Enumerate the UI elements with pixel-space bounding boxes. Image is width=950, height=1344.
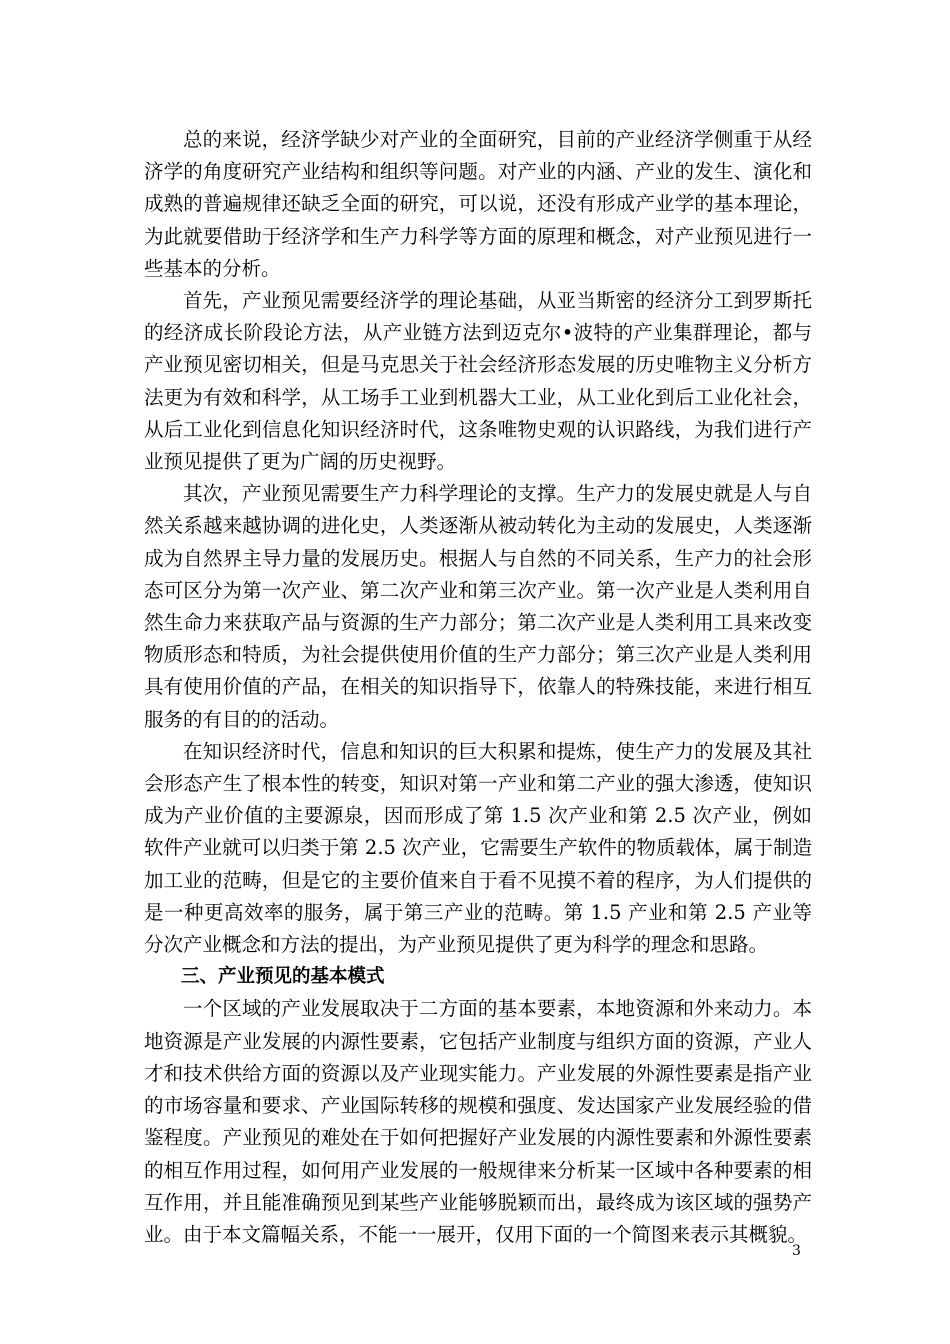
section-heading: 三、产业预见的基本模式 [181,966,385,988]
paragraph-productivity-theory: 其次，产业预见需要生产力科学理论的支撑。生产力的发展史就是人与自然关系越来越协调的进化史，人类逐渐从被动转化为主动的发展史，人类逐渐成为自然界主导力量的发展历史。根据人与自然的不同关系，生产力的社会形态可区分为第一次产业、第二次产业和第三次产业。第一次产业是人类利用自然生命力来获取产品与资源的生产力部分；第二次产业是人类利用工具来改变物质形态和特质，为社会提供使用价值的生产力部分；第三次产业是人类利用具有使用价值的产品，在相关的知识指导下，依靠人的特殊技能，来进行相互服务的有目的的活动。 [144,482,812,731]
paragraph-summary: 总的来说，经济学缺少对产业的全面研究，目前的产业经济学侧重于从经济学的角度研究产业结构和组织等问题。对产业的内涵、产业的发生、演化和成熟的普遍规律还缺乏全面的研究，可以说，还没有形成产业学的基本理论，为此就要借助于经济学和生产力科学等方面的原理和概念，对产业预见进行一些基本的分析。 [144,128,812,280]
body-text [144,124,812,1251]
paragraph-economics-basis: 首先，产业预见需要经济学的理论基础，从亚当斯密的经济分工到罗斯托的经济成长阶段论方法，从产业链方法到迈克尔•波特的产业集群理论，都与产业预见密切相关，但是马克思关于社会经济形态发展的历史唯物主义分析方法更为有效和科学，从工场手工业到机器大工业，从工业化到后工业化社会，从后工业化到信息化知识经济时代，这条唯物史观的认识路线，为我们进行产业预见提供了更为广阔的历史视野。 [144,289,812,474]
paragraph-knowledge-economy: 在知识经济时代，信息和知识的巨大积累和提炼，使生产力的发展及其社会形态产生了根本性的转变，知识对第一产业和第二产业的强大渗透，使知识成为产业价值的主要源泉，因而形成了第 1.5 次产业和第 2.5 次产业，例如软件产业就可以归类于第 2.5 次产业，它需要生产软件的物质载体，属于制造加工业的范畴，但是它的主要价值来自于看不见摸不着的程序，为人们提供的是一种更高效率的服务，属于第三产业的范畴。第 1.5 产业和第 2.5 产业等分次产业概念和方法的提出，为产业预见提供了更为科学的理念和思路。 [144,739,812,957]
page-number: 3 [792,1243,801,1259]
paragraph-basic-mode: 一个区域的产业发展取决于二方面的基本要素，本地资源和外来动力。本地资源是产业发展的内源性要素，它包括产业制度与组织方面的资源，产业人才和技术供给方面的资源以及产业现实能力。产业发展的外源性要素是指产业的市场容量和要求、产业国际转移的规模和强度、发达国家产业发展经验的借鉴程度。产业预见的难处在于如何把握好产业发展的内源性要素和外源性要素的相互作用过程，如何用产业发展的一般规律来分析某一区域中各种要素的相互作用，并且能准确预见到某些产业能够脱颖而出，最终成为该区域的强势产业。由于本文篇幅关系，不能一一展开，仅用下面的一个简图来表示其概貌。 [144,997,812,1246]
